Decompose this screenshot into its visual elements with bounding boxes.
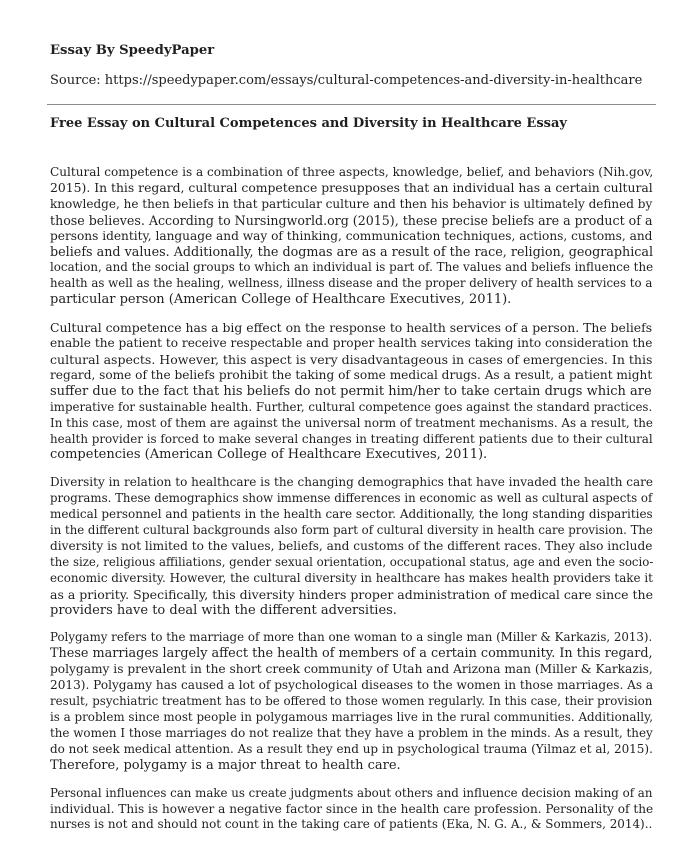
paragraph-line: health as well as the healing, wellness, illness disease and the proper delivery of health services to a xyxy=(50,276,653,291)
paragraph-line: those believes. According to Nursingworld.org (2015), these precise beliefs are a product of a xyxy=(50,212,653,228)
essay-paragraph xyxy=(50,630,653,773)
essay-body xyxy=(50,165,653,833)
paragraph-line: Personal influences can make us create judgments about others and influence decision making of an xyxy=(50,785,653,800)
paragraph-line: regard, some of the beliefs prohibit the taking of some medical drugs. As a result, a patient might xyxy=(50,367,653,382)
paragraph-line: 2013). Polygamy has caused a lot of psychological diseases to the women in those marriages. As a xyxy=(50,678,654,693)
paragraph-line: health provider is forced to make several changes in treating different patients due to their cultural xyxy=(50,431,653,446)
paragraph-line: Therefore, polygamy is a major threat to health care. xyxy=(50,757,401,773)
paragraph-line: result, psychiatric treatment has to be offered to those women regularly. In this case, their provision xyxy=(50,694,653,709)
paragraph-line: the women I those marriages do not realize that they have a problem in the minds. As a result, they xyxy=(50,725,653,740)
paragraph-line: providers have to deal with the different adversities. xyxy=(50,602,397,618)
essay-paragraph xyxy=(50,165,653,308)
paragraph-line: do not seek medical attention. As a result they end up in psychological trauma (Yilmaz et al, 2015). xyxy=(50,741,653,756)
paragraph-line: in the different cultural backgrounds also form part of cultural diversity in health care provision. The xyxy=(50,523,653,538)
paragraph-line: Cultural competence has a big effect on the response to health services of a person. The beliefs xyxy=(50,320,653,336)
paragraph-line: medical personnel and patients in the health care sector. Additionally, the long standing disparities xyxy=(50,507,653,522)
paragraph-line: competencies (American College of Healthcare Executives, 2011). xyxy=(50,447,488,463)
essay-paragraph xyxy=(50,320,653,463)
paragraph-line: enable the patient to receive respectable and proper health services taking into consideration the xyxy=(50,336,653,351)
paragraph-line: as a priority. Specifically, this diversity hinders proper administration of medical care since the xyxy=(50,586,653,602)
paragraph-line: suffer due to the fact that his beliefs do not permit him/her to take certain drugs which are xyxy=(50,383,652,399)
document-header-title: Essay By SpeedyPaper xyxy=(50,43,215,58)
paragraph-line: imperative for sustainable health. Further, cultural competence goes against the standard practices. xyxy=(50,399,653,414)
header-divider xyxy=(47,104,656,105)
essay-paragraph xyxy=(50,475,653,618)
paragraph-line: location, and the social groups to which an individual is part of. The values and beliefs influence the xyxy=(50,260,654,275)
essay-paragraph xyxy=(50,786,653,834)
paragraph-line: cultural aspects. However, this aspect is very disadvantageous in cases of emergencies. In this xyxy=(50,351,653,367)
paragraph-line: particular person (American College of Healthcare Executives, 2011). xyxy=(50,292,512,308)
paragraph-line: nurses is not and should not count in the taking care of patients (Eka, N. G. A., & Sommers, 2014).. xyxy=(50,817,653,832)
essay-title: Free Essay on Cultural Competences and Diversity in Healthcare Essay xyxy=(50,116,567,131)
paragraph-line: persons identity, language and way of thinking, communication techniques, actions, customs, and xyxy=(50,228,653,243)
paragraph-line: programs. These demographics show immense differences in economic as well as cultural aspects of xyxy=(50,491,653,506)
paragraph-line: diversity is not limited to the values, beliefs, and customs of the different races. They also include xyxy=(50,538,653,553)
paragraph-line: Polygamy refers to the marriage of more than one woman to a single man (Miller & Karkazis, 2013). xyxy=(50,630,653,645)
paragraph-line: polygamy is prevalent in the short creek community of Utah and Arizona man (Miller & Karkazis, xyxy=(50,662,653,677)
paragraph-line: the size, religious affiliations, gender sexual orientation, occupational status, age and even the socio- xyxy=(50,554,654,569)
source-line: Source: https://speedypaper.com/essays/cultural-competences-and-diversity-in-healthcare xyxy=(50,73,643,88)
paragraph-line: These marriages largely affect the health of members of a certain community. In this regard, xyxy=(50,646,653,662)
paragraph-line: beliefs and values. Additionally, the dogmas are as a result of the race, religion, geographical xyxy=(50,244,654,260)
paragraph-line: economic diversity. However, the cultural diversity in healthcare has makes health providers take it xyxy=(50,570,653,585)
paragraph-line: 2015). In this regard, cultural competence presupposes that an individual has a certain cultural xyxy=(50,180,653,195)
paragraph-line: is a problem since most people in polygamous marriages live in the rural communities. Additionally, xyxy=(50,710,653,724)
paragraph-line: In this case, most of them are against the universal norm of treatment mechanisms. As a result, the xyxy=(50,415,653,430)
paragraph-line: Diversity in relation to healthcare is the changing demographics that have invaded the health care xyxy=(50,475,653,490)
paragraph-line: knowledge, he then beliefs in that particular culture and then his behavior is ultimately defined by xyxy=(50,196,653,211)
paragraph-line: Cultural competence is a combination of three aspects, knowledge, belief, and behaviors (Nih.gov, xyxy=(50,165,654,179)
paragraph-line: individual. This is however a negative factor since in the health care profession. Personality of the xyxy=(50,801,654,816)
